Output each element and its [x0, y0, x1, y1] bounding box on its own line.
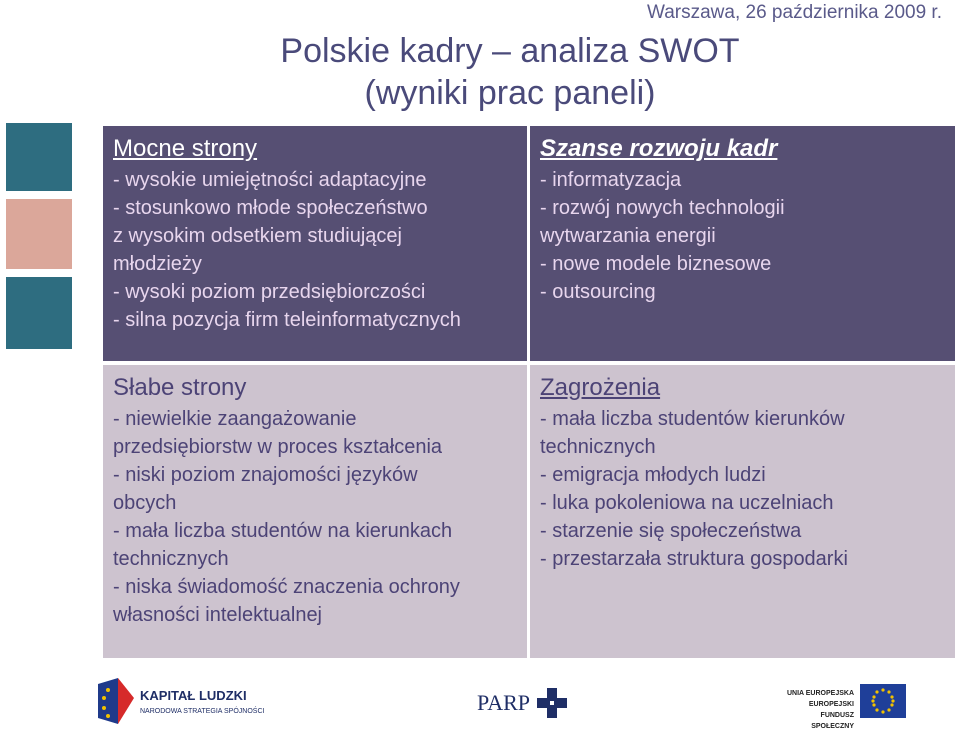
weaknesses-heading: Słabe strony	[113, 374, 247, 401]
threats-heading: Zagrożenia	[540, 374, 661, 401]
weaknesses-line: - niski poziom znajomości języków	[113, 464, 418, 486]
parp-icon	[537, 688, 569, 718]
eu-logo	[784, 684, 909, 730]
strengths-cell	[103, 126, 527, 361]
threats-line: - emigracja młodych ludzi	[540, 464, 766, 486]
title-line-1: Polskie kadry – analiza SWOT	[280, 32, 740, 70]
threats-line: - luka pokoleniowa na uczelniach	[540, 492, 834, 514]
threats-cell	[530, 365, 955, 658]
kapital-ludzki-text: KAPITAŁ LUDZKI	[140, 688, 247, 703]
weaknesses-cell	[103, 365, 527, 658]
strengths-line: - silna pozycja firm teleinformatycznych	[113, 309, 461, 331]
strengths-line: - wysoki poziom przedsiębiorczości	[113, 281, 426, 303]
threats-line: technicznych	[540, 436, 656, 458]
kapital-ludzki-subtext: NARODOWA STRATEGIA SPÓJNOŚCI	[140, 708, 265, 715]
eu-text	[784, 688, 854, 732]
eu-text-line-3: FUNDUSZ SPOŁECZNY	[811, 712, 854, 730]
weaknesses-line: - mała liczba studentów na kierunkach	[113, 520, 453, 542]
threats-line: - mała liczba studentów kierunków	[540, 408, 845, 430]
footer-logos	[0, 672, 960, 730]
weaknesses-line: przedsiębiorstw w proces kształcenia	[113, 436, 443, 458]
weaknesses-line: - niewielkie zaangażowanie	[113, 408, 357, 430]
page-title	[170, 30, 850, 114]
opportunities-cell	[530, 126, 955, 361]
kapital-ludzki-icon	[96, 676, 136, 726]
eu-flag-icon	[860, 684, 906, 718]
weaknesses-line: technicznych	[113, 548, 229, 570]
strengths-line: młodzieży	[113, 253, 202, 275]
strengths-line: z wysokim odsetkiem studiującej	[113, 225, 402, 247]
strengths-line: - wysokie umiejętności adaptacyjne	[113, 169, 427, 191]
opportunities-heading: Szanse rozwoju kadr	[540, 135, 778, 162]
strengths-heading: Mocne strony	[113, 135, 258, 162]
threats-line: - przestarzała struktura gospodarki	[540, 548, 848, 570]
date-line: Warszawa, 26 października 2009 r.	[646, 2, 942, 23]
weaknesses-line: - niska świadomość znaczenia ochrony	[113, 576, 460, 598]
weaknesses-line: własności intelektualnej	[113, 604, 323, 626]
opportunities-line: - informatyzacja	[540, 169, 682, 191]
opportunities-line: - rozwój nowych technologii	[540, 197, 785, 219]
opportunities-line: wytwarzania energii	[540, 225, 716, 247]
opportunities-line: - outsourcing	[540, 281, 656, 303]
threats-line: - starzenie się społeczeństwa	[540, 520, 802, 542]
parp-logo	[477, 686, 577, 720]
eu-text-line-2: EUROPEJSKI	[808, 701, 854, 708]
opportunities-line: - nowe modele biznesowe	[540, 253, 772, 275]
decor-square-3	[6, 277, 72, 349]
parp-text: PARP	[477, 690, 531, 715]
eu-text-line-1: UNIA EUROPEJSKA	[786, 690, 854, 697]
decor-square-1	[6, 123, 72, 191]
strengths-line: - stosunkowo młode społeczeństwo	[113, 197, 428, 219]
decor-square-2	[6, 199, 72, 269]
title-line-2: (wyniki prac paneli)	[364, 74, 656, 112]
weaknesses-line: obcych	[113, 492, 177, 514]
kapital-ludzki-logo	[96, 676, 266, 726]
